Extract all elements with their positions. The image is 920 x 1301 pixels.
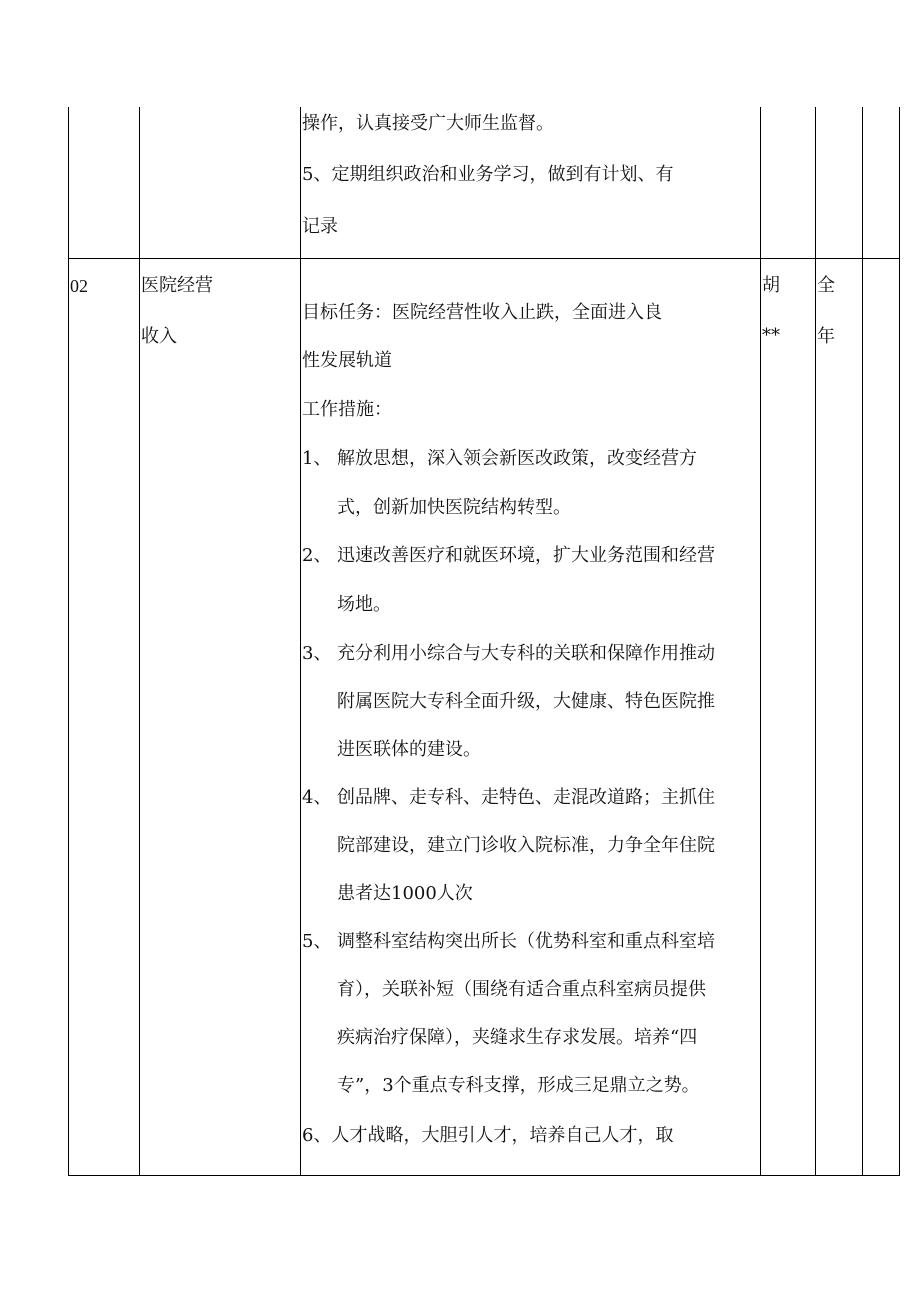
measure-line: 式，创新加快医院结构转型。 [337,497,571,518]
measure-line: 解放思想，深入领会新医改政策，改变经营方 [337,448,697,469]
measure-line: 专”，3个重点专科支撑，形成三足鼎立之势。 [337,1075,700,1096]
measure-number: 5、 [302,931,332,952]
content-line: 操作，认真接受广大师生监督。 [302,113,554,134]
measure-line: 场地。 [337,594,391,615]
target-line: 目标任务：医院经营性收入止跌，全面进入良 [302,302,662,323]
measure-line: 患者达1000人次 [337,883,473,904]
column-divider [760,107,761,1176]
measure-line: 附属医院大专科全面升级，大健康、特色医院推 [337,691,715,712]
row-divider [68,258,900,259]
measure-line: 创品牌、走专科、走特色、走混改道路；主抓住 [337,787,715,808]
measure-number: 4、 [302,787,332,808]
item-name-line: 收入 [141,326,177,347]
table-border-right [899,107,900,1176]
measure-number: 2、 [302,545,332,566]
item-name-line: 医院经营 [141,275,213,296]
column-divider [300,107,301,1176]
measure-line: 调整科室结构突出所长（优势科室和重点科室培 [337,931,715,952]
period: 年 [817,326,835,347]
measure-line: 迅速改善医疗和就医环境，扩大业务范围和经营 [337,545,715,566]
measure-line: 疾病治疗保障），夹缝求生存求发展。培养“四 [337,1027,698,1048]
measure-line: 充分利用小综合与大专科的关联和保障作用推动 [337,643,715,664]
content-line: 5、定期组织政治和业务学习，做到有计划、有 [302,164,674,185]
measure-line: 院部建设，建立门诊收入院标准，力争全年住院 [337,835,715,856]
content-line: 记录 [302,216,338,237]
responsible-person: 胡 [762,275,780,296]
table-border-bottom [68,1175,900,1176]
measure-line: 6、人才战略，大胆引人才，培养自己人才，取 [302,1125,674,1146]
period: 全 [817,275,835,296]
table-border-left [68,107,69,1176]
target-line: 性发展轨道 [302,350,392,371]
measures-heading: 工作措施： [302,399,392,420]
column-divider [862,107,863,1176]
row-index: 02 [70,276,88,296]
measure-line: 进医联体的建设。 [337,739,481,760]
column-divider [139,107,140,1176]
responsible-person: ** [762,325,780,346]
column-divider [815,107,816,1176]
measure-number: 3、 [302,643,332,664]
measure-number: 1、 [302,448,332,469]
measure-line: 育），关联补短（围绕有适合重点科室病员提供 [337,979,706,1000]
